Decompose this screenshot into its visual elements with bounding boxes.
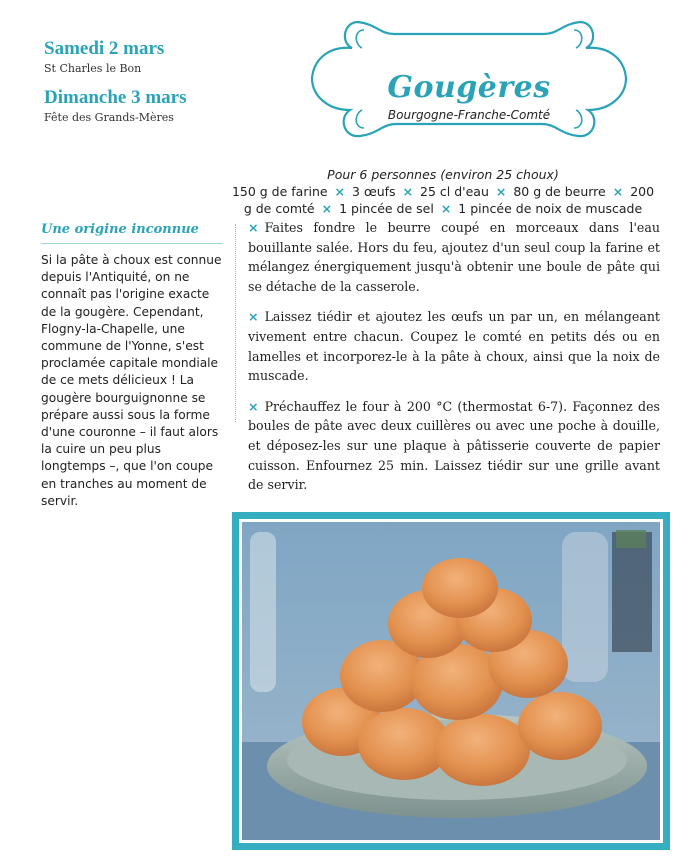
ingredient: 1 pincée de sel	[339, 201, 434, 216]
recipe-region: Bourgogne-Franche-Comté	[387, 108, 551, 122]
recipe-step	[248, 307, 660, 385]
separator-icon: ×	[440, 201, 452, 216]
recipe-step	[248, 218, 660, 296]
separator-icon: ×	[612, 184, 624, 199]
sidebar-rule	[41, 243, 223, 244]
separator-icon: ×	[495, 184, 507, 199]
step-text: Laissez tiédir et ajoutez les œufs un par un, en mélangeant vivement entre chacun. Coupez le comté en petits dés ou en lamelles et incorporez-le à la pâte à choux, ainsi que la noix de muscade.	[248, 309, 660, 384]
sidebar-origin	[41, 222, 223, 510]
ingredient: 200 g de comté	[243, 184, 655, 216]
column-divider	[235, 224, 236, 422]
step-bullet-icon: ×	[248, 398, 259, 414]
saint-saturday: St Charles le Bon	[44, 62, 142, 75]
step-text: Préchauffez le four à 200 °C (thermostat 6-7). Façonnez des boules de pâte avec deux cuillères ou avec une poche à douille, et déposez-les sur une plaque à pâtisserie couverte de papier cuisson. Enfournez 25 min. Laissez tiédir sur une grille avant de servir.	[248, 398, 660, 493]
date-sunday: Dimanche 3 mars	[44, 87, 187, 108]
gougeres-photo-illustration	[232, 512, 670, 850]
recipe-title-label	[300, 16, 638, 144]
separator-icon: ×	[334, 184, 346, 199]
saint-sunday: Fête des Grands-Mères	[44, 111, 174, 124]
ingredient: 150 g de farine	[231, 184, 328, 199]
servings: Pour 6 personnes (environ 25 choux)	[327, 167, 559, 182]
step-text: Faites fondre le beurre coupé en morceaux dans l'eau bouillante salée. Hors du feu, ajoutez d'un seul coup la farine et mélangez énergiquement jusqu'à obtenir une boule de pâte qui se détache de la casserole.	[248, 220, 660, 294]
step-bullet-icon: ×	[248, 309, 259, 325]
recipe-steps	[248, 218, 660, 506]
separator-icon: ×	[402, 184, 414, 199]
separator-icon: ×	[321, 201, 333, 216]
recipe-step	[248, 397, 660, 495]
sidebar-title: Une origine inconnue	[41, 222, 199, 237]
ingredients-block	[230, 166, 656, 217]
step-bullet-icon: ×	[248, 220, 259, 235]
sidebar-text: Si la pâte à choux est connue depuis l'Antiquité, on ne connaît pas l'origine exacte de la gougère. Cependant, Flogny-la-Chapelle, une commune de l'Yonne, s'est proclamée capitale mondiale de ce mets délicieux ! La gougère bourguignonne se prépare aussi sous la forme d'une couronne – il faut alors la cuire un peu plus longtemps –, que l'on coupe en tranches au moment de servir.	[41, 253, 222, 508]
ingredient: 1 pincée de noix de muscade	[458, 201, 643, 216]
gougeres-photo	[232, 512, 670, 850]
ingredient: 25 cl d'eau	[420, 184, 489, 199]
date-saturday: Samedi 2 mars	[44, 38, 165, 59]
ingredient: 80 g de beurre	[513, 184, 606, 199]
recipe-title: Gougères	[387, 70, 551, 105]
calendar-dates	[44, 38, 264, 136]
ingredients-line-1	[230, 183, 656, 217]
ingredient: 3 œufs	[352, 184, 396, 199]
